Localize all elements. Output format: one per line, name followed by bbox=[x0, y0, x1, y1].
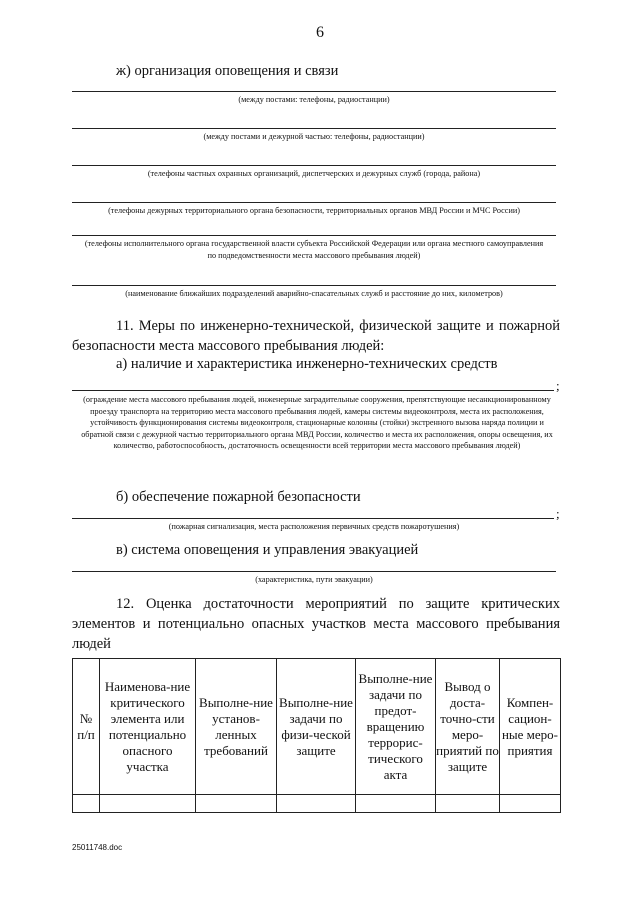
table-cell bbox=[436, 795, 500, 813]
table-cell bbox=[277, 795, 356, 813]
caption-security-organs: (телефоны дежурных территориального органа безопасности, территориальных органов МВД России и МЧС России) bbox=[108, 206, 520, 215]
table-row bbox=[73, 795, 561, 813]
blank-line bbox=[72, 518, 554, 519]
table-cell bbox=[100, 795, 196, 813]
blank-line bbox=[72, 91, 556, 92]
col-header-requirements: Выполне-ние установ-ленных требований bbox=[196, 659, 277, 795]
caption-rescue-services: (наименование ближайших подразделений аварийно-спасательных служб и расстояние до них, километров) bbox=[125, 289, 503, 298]
caption-between-posts: (между постами: телефоны, радиостанции) bbox=[238, 95, 390, 104]
assessment-table bbox=[72, 658, 561, 813]
page-number: 6 bbox=[316, 24, 324, 41]
blank-line bbox=[72, 571, 556, 572]
table-cell bbox=[196, 795, 277, 813]
section-11-b-label: б) обеспечение пожарной безопасности bbox=[116, 489, 361, 505]
col-header-sufficiency-conclusion: Вывод о доста-точно-сти меро-приятий по защите bbox=[436, 659, 500, 795]
section-zh-heading: ж) организация оповещения и связи bbox=[116, 63, 339, 79]
table-cell bbox=[73, 795, 100, 813]
col-header-compensatory-measures: Компен-сацион-ные меро-приятия bbox=[500, 659, 561, 795]
footer-file-name: 25011748.doc bbox=[72, 843, 123, 852]
blank-line bbox=[72, 128, 556, 129]
caption-evacuation: (характеристика, пути эвакуации) bbox=[255, 575, 373, 584]
section-11-title: 11. Меры по инженерно-технической, физической защите и пожарной безопасности места массового пребывания людей: bbox=[72, 318, 560, 354]
semicolon: ; bbox=[556, 506, 560, 521]
blank-line bbox=[72, 390, 554, 391]
caption-posts-duty: (между постами и дежурной частью: телефоны, радиостанции) bbox=[203, 132, 425, 141]
section-11-c-label: в) система оповещения и управления эвакуацией bbox=[116, 542, 419, 558]
blank-line bbox=[72, 285, 556, 286]
section-12-title: 12. Оценка достаточности мероприятий по защите критических элементов и потенциально опасных участков места массового пребывания людей bbox=[72, 596, 560, 652]
table-header-row bbox=[73, 659, 561, 795]
blank-line bbox=[72, 235, 556, 236]
col-header-element-name: Наименова-ние критического элемента или потенциально опасного участка bbox=[100, 659, 196, 795]
table-cell bbox=[356, 795, 436, 813]
section-11-a-label: а) наличие и характеристика инженерно-технических средств bbox=[116, 356, 498, 372]
semicolon: ; bbox=[556, 378, 560, 393]
blank-line bbox=[72, 202, 556, 203]
caption-engineering-means: (ограждение места массового пребывания людей, инженерные заградительные сооружения, препятствующие несанкционированному проезду транспорта на территорию места массового пребывания людей, камеры системы видеоконтроля, места их расположения, устойчивость функционирования системы видеоконтроля, стационарные колонны (стойки) экстренного вызова наряда полиции и обратной связи с дежурной частью территориального органа МВД России, количество и места их расположения, опоры освещения, их количество, работоспособность, достаточность освещенности всей территории места массового пребывания людей) bbox=[81, 395, 553, 450]
caption-private-security: (телефоны частных охранных организаций, диспетчерских и дежурных служб (города, района) bbox=[147, 169, 481, 178]
blank-line bbox=[72, 165, 556, 166]
col-header-number: № п/п bbox=[73, 659, 100, 795]
caption-fire-safety: (пожарная сигнализация, места расположения первичных средств пожаротушения) bbox=[168, 522, 460, 531]
col-header-physical-protection: Выполне-ние задачи по физи-ческой защите bbox=[277, 659, 356, 795]
caption-executive-authority: (телефоны исполнительного органа государственной власти субъекта Российской Федерации или органа местного самоуправления по подведомственности места массового пребывания людей) bbox=[84, 239, 544, 260]
col-header-terror-prevention: Выполне-ние задачи по предот-вращению террорис-тического акта bbox=[356, 659, 436, 795]
table-cell bbox=[500, 795, 561, 813]
